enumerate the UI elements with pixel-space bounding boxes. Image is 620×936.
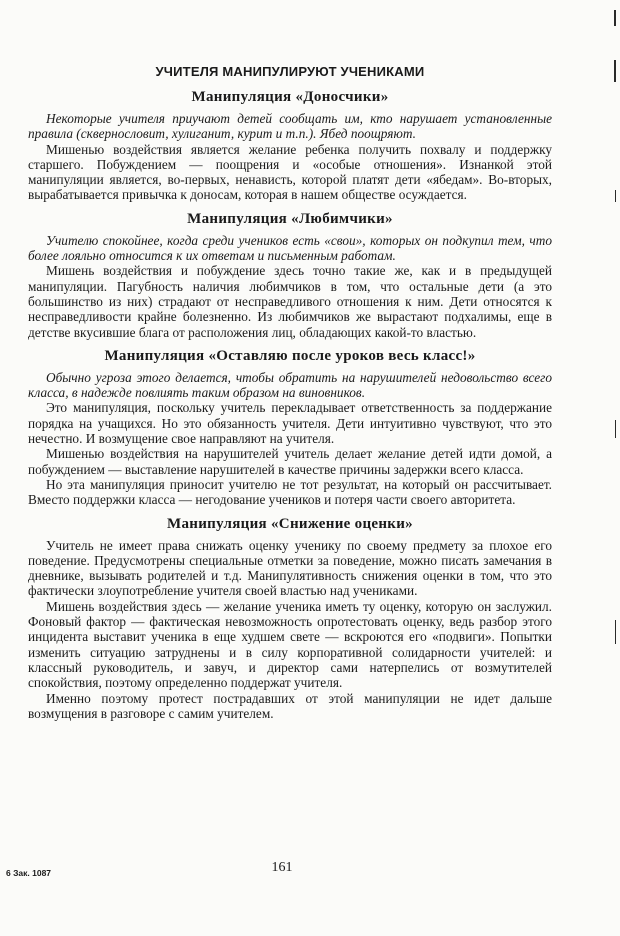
paragraph: Это манипуляция, поскольку учитель перекладывает ответственность за поддержание порядка на учащихся. Но это обязанность учителя. Дети интуитивно чувствуют, что это нечестно. И возмущение свое направляют на учителя. [28,400,552,447]
section-lead: Обычно угроза этого делается, чтобы обратить на нарушителей недовольство всего класса, в надежде повлиять таким образом на виновников. [28,369,552,401]
paragraph: Мишенью воздействия на нарушителей учитель делает желание детей идти домой, а побуждением — выставление нарушителей в качестве причины задержки всего класса. [28,446,552,477]
section-grade-lowering [28,516,552,722]
paragraph: Мишень воздействия и побуждение здесь точно такие же, как и в предыдущей манипуляции. Пагубность наличия любимчиков в том, что остальные дети (а это большинство из них) страдают от несправедливого отношения к ним. Дети относятся к несправедливости крайне болезненно. Из любимчиков же вырастают подхалимы, еще в детстве вкусившие блага от расположения лиц, обладающих какой-то властью. [28,263,552,340]
page-number: 161 [271,860,293,875]
section-heading: Манипуляция «Доносчики» [191,89,389,105]
scan-edge-mark [615,420,616,438]
scan-edge-mark [615,190,616,202]
section-favorites [28,211,552,340]
scan-edge-mark [615,620,616,644]
section-heading: Манипуляция «Любимчики» [187,210,393,227]
paragraph: Учитель не имеет права снижать оценку ученику по своему предмету за плохое его поведение. Предусмотрены специальные отметки за поведение, можно писать замечания в дневнике, вызывать родителей и т.д. Манипулятивность снижения оценки в том, что это фактически злоупотребление учителя своей властью над учениками. [28,537,552,599]
chapter-title: УЧИТЕЛЯ МАНИПУЛИРУЮТ УЧЕНИКАМИ [155,64,425,79]
scan-edge-mark [614,10,616,26]
section-lead: Учителю спокойнее, когда среди учеников есть «свои», которых он подкупил тем, что более лояльно относится к их ответам и письменным работам. [28,232,552,264]
section-heading: Манипуляция «Оставляю после уроков весь класс!» [104,347,476,364]
section-lead: Некоторые учителя приучают детей сообщать им, кто нарушает установленные правила (сквернословит, хулиганит, курит и т.п.). Ябед поощряют. [28,111,552,142]
scan-edge-mark [614,60,616,82]
section-detention [28,348,552,508]
section-informers [28,89,552,203]
paragraph: Мишенью воздействия является желание ребенка получить похвалу и поддержку старшего. Побуждением — поощрения и «особые отношения». Изнанкой этой манипуляции является, во-первых, ненависть, которой платят дети «ябедам». Во-вторых, вырабатывается привычка к доносам, которая в нашем обществе осуждается. [28,141,552,203]
page-body [28,64,552,721]
paragraph: Но эта манипуляция приносит учителю не тот результат, на который он рассчитывает. Вместо поддержки класса — негодование учеников и потеря части своего авторитета. [28,476,552,508]
section-heading: Манипуляция «Снижение оценки» [167,515,413,532]
paragraph: Мишень воздействия здесь — желание ученика иметь ту оценку, которую он заслужил. Фоновый фактор — фактическая невозможность опротестовать оценку, ведь разбор этого инцидента выставит ученика в еще худшем свете — вскроются его «подвиги». Попытки изменить ситуацию затруднены и в силу корпоративной солидарности учителей: и классный руководитель, и завуч, и директор сами натерпелись от возмутителей спокойствия, поэтому определенно поддержат учителя. [28,598,552,691]
printer-signature: 6 Зак. 1087 [6,868,52,878]
paragraph: Именно поэтому протест пострадавших от этой манипуляции не идет дальше возмущения в разговоре с самим учителем. [28,690,552,721]
